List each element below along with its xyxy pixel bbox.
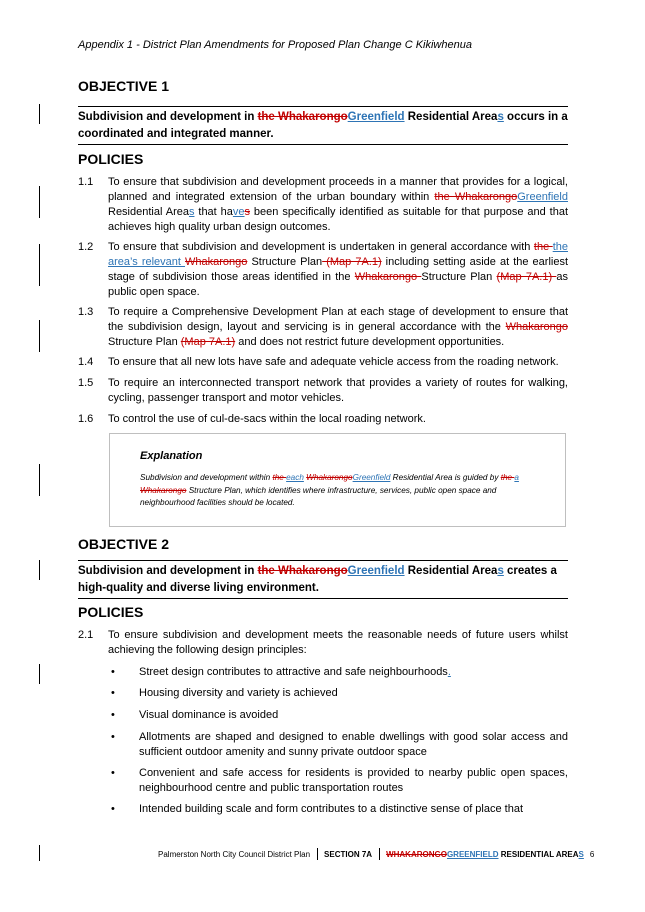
change-bar bbox=[39, 560, 40, 580]
design-principle-item: • Intended building scale and form contributes to a distinctive sense of place that bbox=[111, 803, 524, 815]
footer-separator bbox=[317, 848, 318, 860]
policy-2-1: 2.1 To ensure subdivision and development meets the reasonable needs of future users whilst achieving the following design principles: bbox=[78, 629, 568, 656]
change-bar bbox=[39, 320, 40, 352]
policies-2-heading: POLICIES bbox=[78, 604, 144, 620]
change-bar bbox=[39, 464, 40, 496]
change-bar bbox=[39, 104, 40, 124]
footer-separator bbox=[379, 848, 380, 860]
page-number: 6 bbox=[589, 849, 595, 859]
change-bar bbox=[39, 664, 40, 684]
page-footer bbox=[158, 847, 594, 861]
page-header: Appendix 1 - District Plan Amendments for Proposed Plan Change C Kikiwhenua bbox=[78, 39, 472, 51]
policy-1-1: 1.1 To ensure that subdivision and development proceeds in a manner that provides for a logical, planned and integrated extension of the urban boundary within the WhakarongoGreenfield Residential Areas that haves been specifically identified as suitable for that purpose and that achieves high quality urban design outcomes. bbox=[78, 176, 569, 233]
footer-section: SECTION 7A bbox=[324, 849, 373, 859]
policies-1-heading: POLICIES bbox=[78, 151, 144, 167]
design-principle-item: • Street design contributes to attractive and safe neighbourhoods. bbox=[111, 666, 451, 678]
footer-council: Palmerston North City Council District Plan bbox=[158, 849, 311, 859]
change-bar bbox=[39, 845, 40, 861]
design-principle-item: • Visual dominance is avoided bbox=[111, 709, 279, 721]
policy-1-3: 1.3 To require a Comprehensive Development Plan at each stage of development to ensure that the subdivision design, layout and servicing is in general accordance with the Whakarongo Structure Plan (Map 7A.1) and does not restrict future development opportunities. bbox=[78, 306, 568, 348]
change-bar bbox=[39, 186, 40, 218]
policy-1-5: 1.5 To require an interconnected transport network that provides a variety of routes for walking, cycling, passenger transport and motor vehicles. bbox=[78, 377, 568, 404]
objective-1-heading: OBJECTIVE 1 bbox=[78, 78, 170, 94]
objective-2-statement: Subdivision and development in the WhakarongoGreenfield Residential Areas creates a high-quality and diverse living environment. bbox=[78, 560, 568, 599]
policy-1-6: 1.6 To control the use of cul-de-sacs within the local roading network. bbox=[78, 413, 426, 425]
design-principle-item: • Housing diversity and variety is achieved bbox=[111, 687, 338, 699]
explanation-title: Explanation bbox=[140, 450, 203, 462]
objective-2-heading: OBJECTIVE 2 bbox=[78, 536, 170, 552]
explanation-text: Subdivision and development within the each WhakarongoGreenfield Residential Area is guided by the a Whakarongo Structure Plan, which identifies where infrastructure, services, public open space and neighbourhood facilities should be located. bbox=[140, 473, 519, 507]
policy-1-4: 1.4 To ensure that all new lots have safe and adequate vehicle access from the roading network. bbox=[78, 356, 559, 368]
explanation-box bbox=[109, 433, 566, 527]
design-principle-item: • Convenient and safe access for residents is provided to nearby public open spaces, neighbourhood centre and public transportation routes bbox=[111, 767, 568, 794]
change-bar bbox=[39, 244, 40, 286]
objective-1-statement: Subdivision and development in the WhakarongoGreenfield Residential Areas occurs in a coordinated and integrated manner. bbox=[78, 106, 568, 145]
design-principle-item: • Allotments are shaped and designed to enable dwellings with good solar access and sufficient outdoor amenity and sunny private outdoor space bbox=[111, 731, 568, 758]
footer-section-title: WHAKARONGOGREENFIELD RESIDENTIAL AREAS bbox=[386, 849, 584, 859]
policy-1-2: 1.2 To ensure that subdivision and development is undertaken in general accordance with the the area’s relevant Whakarongo Structure Plan (Map 7A.1) including setting aside at the earliest stage of subdivision those areas identified in the Whakarongo Structure Plan (Map 7A.1) as public open space. bbox=[78, 241, 569, 298]
